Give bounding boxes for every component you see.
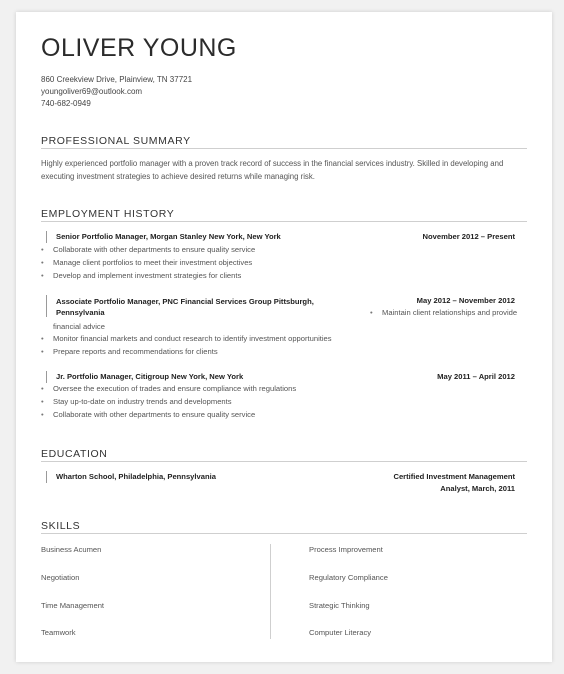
list-item: • Maintain client relationships and provide [370, 307, 517, 320]
skill-item: Computer Literacy [309, 628, 372, 637]
skill-item: Regulatory Compliance [309, 573, 388, 582]
education-marker [46, 471, 47, 483]
list-item: • Monitor financial markets and conduct research to identify investment opportunities [41, 333, 332, 346]
job-duties [41, 383, 296, 421]
list-item: • Develop and implement investment strategies for clients [41, 270, 255, 283]
job-duties [41, 333, 332, 359]
list-item: • Manage client portfolios to meet their investment objectives [41, 257, 255, 270]
job-marker [46, 231, 47, 243]
summary-heading: PROFESSIONAL SUMMARY [41, 135, 191, 147]
duty-continuation: financial advice [53, 322, 105, 331]
education-school: Wharton School, Philadelphia, Pennsylvania [56, 472, 216, 481]
skills-column-divider [270, 544, 271, 639]
list-item: • Prepare reports and recommendations for clients [41, 346, 332, 359]
job-dates: May 2012 – November 2012 [416, 296, 515, 305]
skills-divider [41, 533, 527, 534]
skill-item: Time Management [41, 601, 105, 610]
contact-phone: 740-682-0949 [41, 99, 91, 108]
skill-item: Negotiation [41, 573, 80, 582]
skill-item: Process Improvement [309, 545, 383, 554]
list-item: • Oversee the execution of trades and ensure compliance with regulations [41, 383, 296, 396]
candidate-name: OLIVER YOUNG [41, 34, 237, 62]
list-item: • Collaborate with other departments to ensure quality service [41, 409, 296, 422]
resume-page [16, 12, 552, 662]
list-item: • Collaborate with other departments to ensure quality service [41, 244, 255, 257]
summary-text: Highly experienced portfolio manager with a proven track record of success in the financial services industry. Skilled in developing and executing investment strategies to achieve desired returns while managing risk. [41, 159, 504, 181]
employment-heading: EMPLOYMENT HISTORY [41, 208, 175, 220]
summary-divider [41, 148, 527, 149]
contact-email: youngoliver69@outlook.com [41, 87, 143, 96]
skill-item: Business Acumen [41, 545, 102, 554]
education-heading: EDUCATION [41, 448, 108, 460]
job-marker [46, 295, 47, 317]
job-title: Senior Portfolio Manager, Morgan Stanley New York, New York [56, 232, 281, 241]
list-item: • Stay up-to-date on industry trends and developments [41, 396, 296, 409]
skill-item: Teamwork [41, 628, 76, 637]
education-divider [41, 461, 527, 462]
skill-item: Strategic Thinking [309, 601, 370, 610]
job-marker [46, 371, 47, 383]
job-dates: November 2012 – Present [422, 232, 515, 241]
job-title: Associate Portfolio Manager, PNC Financial Services Group Pittsburgh, Pennsylvania [56, 297, 314, 317]
job-dates: May 2011 – April 2012 [437, 372, 515, 381]
skills-heading: SKILLS [41, 520, 81, 532]
education-degree-date: Analyst, March, 2011 [440, 484, 515, 493]
job-duties [41, 244, 255, 282]
contact-address: 860 Creekview Drive, Plainview, TN 37721 [41, 75, 193, 84]
job-title: Jr. Portfolio Manager, Citigroup New York, New York [56, 372, 244, 381]
employment-divider [41, 221, 527, 222]
education-degree: Certified Investment Management [393, 472, 515, 481]
job-side-duty [370, 307, 517, 320]
